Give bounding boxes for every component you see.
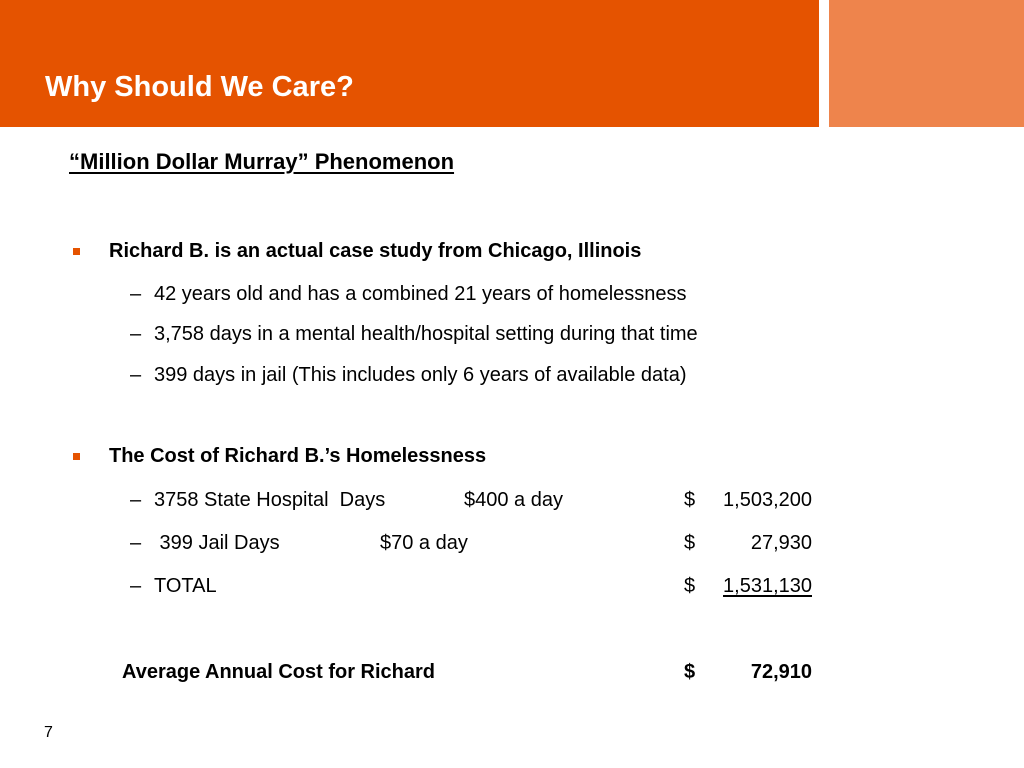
cost-label: 399 Jail Days [154,532,280,554]
average-dollar-sign: $ [684,661,696,683]
sub-item-hospital-days [130,320,698,348]
dash-marker: – [130,575,142,597]
cost-amount: 1,531,130 [723,575,812,597]
slide-title: Why Should We Care? [45,71,354,103]
cost-row-jail [130,529,820,557]
cost-label: TOTAL [154,575,217,597]
cost-dollar-sign: $ [684,532,696,554]
cost-row-total [130,572,820,600]
bullet-case-study [73,237,641,265]
cost-rate: $70 a day [380,532,468,554]
average-label: Average Annual Cost for Richard [122,661,436,683]
cost-rate: $400 a day [464,489,563,511]
dash-marker: – [130,364,142,386]
square-bullet-icon [73,248,80,255]
bullet-cost [73,442,486,470]
cost-amount: 1,503,200 [723,489,812,511]
cost-label: 3758 State Hospital Days [154,489,386,511]
dash-marker: – [130,489,142,511]
cost-row-hospital [130,486,820,514]
header-bar [0,0,819,127]
bullet-text: The Cost of Richard B.’s Homelessness [109,445,487,467]
section-subtitle: “Million Dollar Murray” Phenomenon [69,149,455,174]
header-accent-block [829,0,1024,127]
dash-marker: – [130,323,142,345]
sub-item-age [130,280,687,308]
cost-amount: 27,930 [750,532,812,554]
header-divider [819,0,829,127]
cost-dollar-sign: $ [684,575,696,597]
average-amount: 72,910 [750,661,812,683]
dash-marker: – [130,283,142,305]
bullet-text: Richard B. is an actual case study from Chicago, Illinois [109,240,642,262]
sub-item-jail-days [130,361,687,389]
page-number: 7 [44,724,53,741]
sub-item-text: 399 days in jail (This includes only 6 years of available data) [154,364,687,386]
sub-item-text: 42 years old and has a combined 21 years of homelessness [154,283,687,305]
dash-marker: – [130,532,142,554]
square-bullet-icon [73,453,80,460]
average-cost-row [122,657,820,687]
sub-item-text: 3,758 days in a mental health/hospital setting during that time [154,323,698,345]
cost-dollar-sign: $ [684,489,696,511]
